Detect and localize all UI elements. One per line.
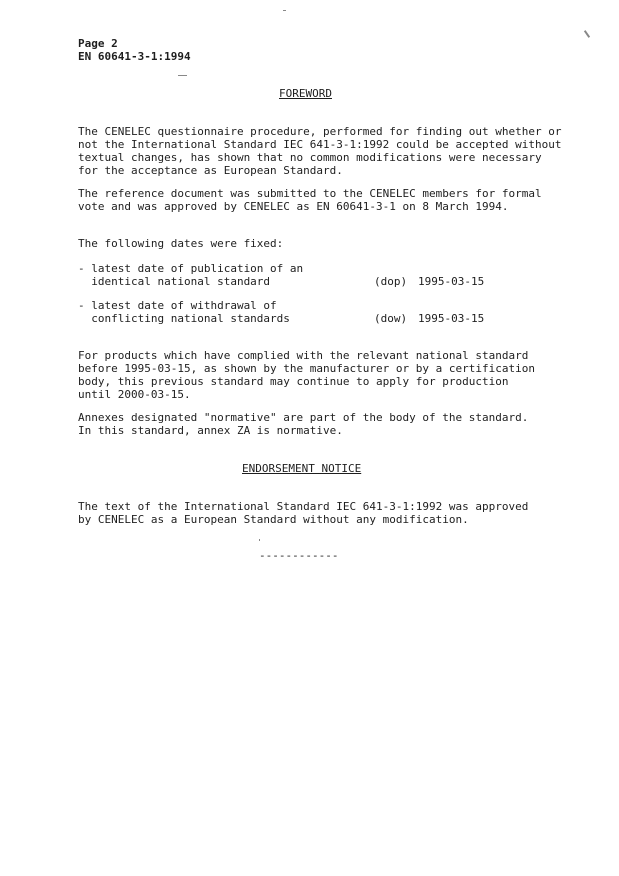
text-line: The CENELEC questionnaire procedure, performed for finding out whether or bbox=[78, 125, 562, 138]
scan-speck bbox=[259, 539, 260, 541]
document-id: EN 60641-3-1:1994 bbox=[78, 50, 191, 63]
text-line: not the International Standard IEC 641-3-1:1992 could be accepted without bbox=[78, 138, 562, 151]
text-line: Annexes designated "normative" are part of the body of the standard. bbox=[78, 411, 529, 424]
text-line: For products which have complied with the relevant national standard bbox=[78, 349, 529, 362]
text-line: for the acceptance as European Standard. bbox=[78, 164, 343, 177]
page-number: Page 2 bbox=[78, 37, 118, 50]
text-line: before 1995-03-15, as shown by the manufacturer or by a certification bbox=[78, 362, 535, 375]
dates-intro: The following dates were fixed: bbox=[78, 237, 284, 250]
text-line: - latest date of publication of an bbox=[78, 262, 304, 275]
date-value: 1995-03-15 bbox=[418, 275, 485, 288]
date-code: (dow) bbox=[374, 312, 408, 325]
text-line: - latest date of withdrawal of bbox=[78, 299, 277, 312]
text-line: vote and was approved by CENELEC as EN 60641-3-1 on 8 March 1994. bbox=[78, 200, 509, 213]
foreword-title: FOREWORD bbox=[279, 87, 332, 100]
text-line: body, this previous standard may continue to apply for production bbox=[78, 375, 509, 388]
scan-speck bbox=[178, 75, 187, 76]
end-rule: ------------ bbox=[259, 549, 339, 562]
scan-speck bbox=[584, 30, 590, 38]
text-line: conflicting national standards bbox=[78, 312, 290, 325]
text-line: The text of the International Standard IEC 641-3-1:1992 was approved bbox=[78, 500, 529, 513]
scan-speck bbox=[283, 10, 286, 11]
date-code: (dop) bbox=[374, 275, 408, 288]
text-line: by CENELEC as a European Standard without any modification. bbox=[78, 513, 469, 526]
text-line: until 2000-03-15. bbox=[78, 388, 191, 401]
endorsement-title: ENDORSEMENT NOTICE bbox=[242, 462, 362, 475]
text-line: textual changes, has shown that no common modifications were necessary bbox=[78, 151, 542, 164]
text-line: identical national standard bbox=[78, 275, 271, 288]
text-line: In this standard, annex ZA is normative. bbox=[78, 424, 343, 437]
text-line: The reference document was submitted to the CENELEC members for formal bbox=[78, 187, 542, 200]
date-value: 1995-03-15 bbox=[418, 312, 485, 325]
